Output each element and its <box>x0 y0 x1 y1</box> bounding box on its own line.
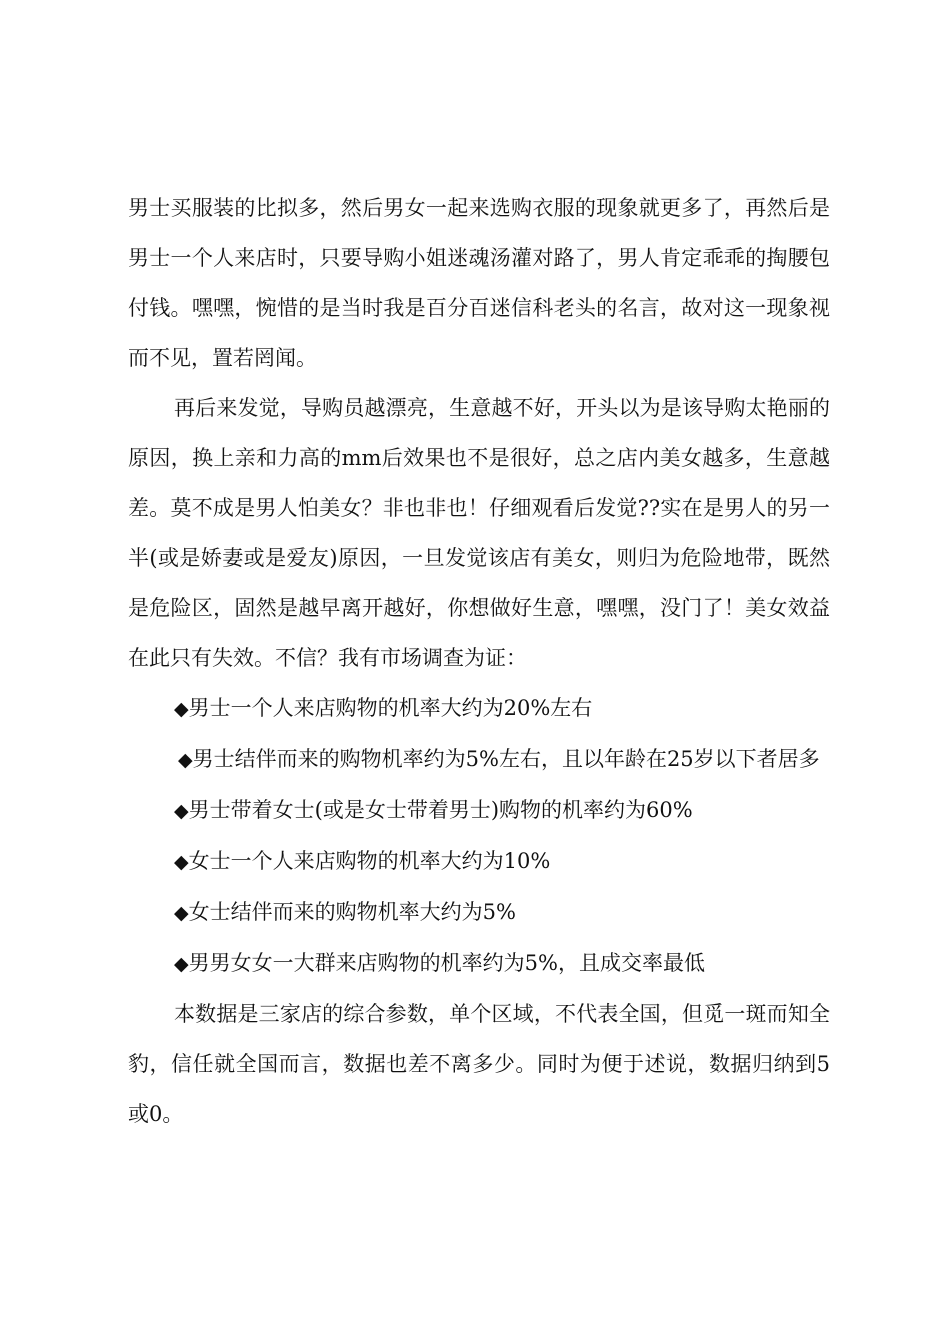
bullet-item <box>128 887 830 938</box>
diamond-bullet-icon: ◆ <box>178 749 193 771</box>
bullet-text: 男男女女一大群来店购物的机率约为5%，且成交率最低 <box>188 951 705 975</box>
paragraph: 本数据是三家店的综合参数，单个区域，不代表全国，但觅一斑而知全豹，信任就全国而言，数据也差不离多少。同时为便于述说，数据归纳到5或0。 <box>128 1002 830 1126</box>
diamond-bullet-icon: ◆ <box>174 800 189 822</box>
diamond-bullet-icon: ◆ <box>174 953 189 975</box>
bullet-text: 男士结伴而来的购物机率约为5%左右，且以年龄在25岁以下者居多 <box>192 747 820 771</box>
diamond-bullet-icon: ◆ <box>174 851 189 873</box>
bullet-item <box>128 938 830 989</box>
bullet-text: 女士一个人来店购物的机率大约为10% <box>188 849 551 873</box>
diamond-bullet-icon: ◆ <box>174 698 189 720</box>
paragraph: 男士买服装的比拟多，然后男女一起来选购衣服的现象就更多了，再然后是男士一个人来店时，只要导购小姐迷魂汤灌对路了，男人肯定乖乖的掏腰包付钱。嘿嘿，惋惜的是当时我是百分百迷信科老头的名言，故对这一现象视而不见，置若罔闻。 <box>128 196 830 370</box>
document-body <box>128 183 830 1139</box>
bullet-item <box>128 836 830 887</box>
bullet-text: 男士带着女士(或是女士带着男士)购物的机率约为60% <box>188 798 693 822</box>
bullet-text: 女士结伴而来的购物机率大约为5% <box>188 900 516 924</box>
bullet-text: 男士一个人来店购物的机率大约为20%左右 <box>188 696 593 720</box>
bullet-item <box>128 734 830 785</box>
bullet-item <box>128 683 830 734</box>
paragraph: 再后来发觉，导购员越漂亮，生意越不好，开头以为是该导购太艳丽的原因，换上亲和力高的mm后效果也不是很好，总之店内美女越多，生意越差。莫不成是男人怕美女？非也非也！仔细观看后发觉??实在是男人的另一半(或是娇妻或是爱友)原因，一旦发觉该店有美女，则归为危险地带，既然是危险区，固然是越早离开越好，你想做好生意，嘿嘿，没门了！美女效益在此只有失效。不信？我有市场调查为证： <box>128 396 830 670</box>
diamond-bullet-icon: ◆ <box>174 902 189 924</box>
bullet-item <box>128 785 830 836</box>
